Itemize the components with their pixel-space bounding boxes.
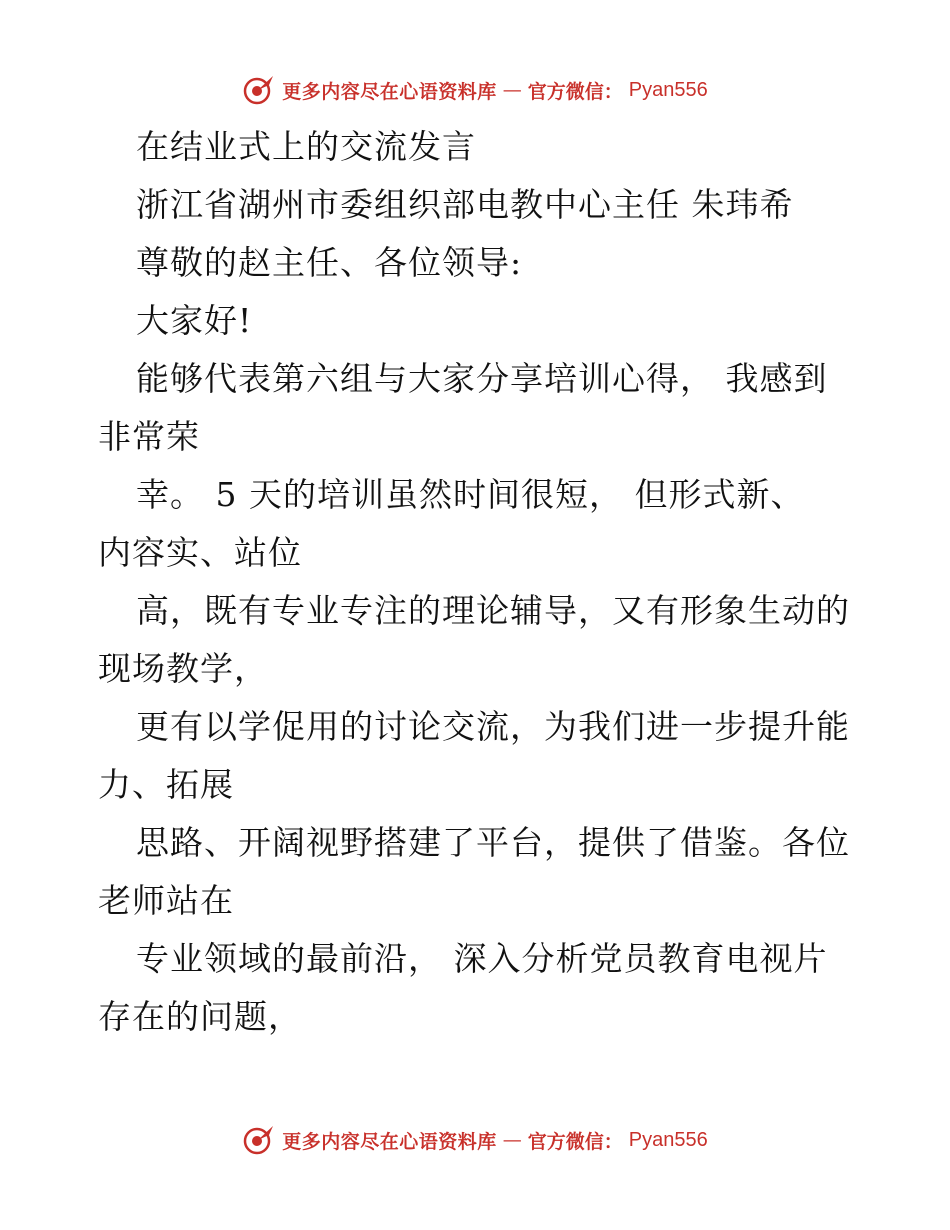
text-line: 现场教学，	[98, 649, 268, 688]
quill-logo-icon	[242, 73, 276, 107]
quill-logo-icon	[242, 1123, 276, 1157]
text-line: 内容实、站位	[98, 533, 302, 572]
text-line: 思路、开阔视野搭建了平台，提供了借鉴。各位	[136, 823, 850, 862]
text-line: 幸。 5 天的培训虽然时间很短， 但形式新、	[136, 475, 805, 514]
text-line: 大家好!	[136, 301, 253, 340]
text-line: 尊敬的赵主任、各位领导:	[136, 243, 523, 282]
watermark-wechat-id: Pyan556	[628, 78, 708, 101]
text-line: 能够代表第六组与大家分享培训心得， 我感到	[136, 359, 828, 398]
text-line: 高，既有专业专注的理论辅导，又有形象生动的	[136, 591, 850, 630]
footer-watermark	[0, 1120, 950, 1160]
text-line: 更有以学促用的讨论交流，为我们进一步提升能	[136, 707, 850, 746]
watermark-dash: —	[502, 79, 522, 101]
header-watermark	[0, 70, 950, 110]
document-body	[98, 118, 858, 1046]
watermark-dash: —	[502, 1129, 522, 1151]
text-line: 在结业式上的交流发言	[136, 127, 476, 166]
text-line: 专业领域的最前沿， 深入分析党员教育电视片	[136, 939, 828, 978]
watermark-label: 官方微信：	[527, 1130, 623, 1153]
text-line: 老师站在	[98, 881, 234, 920]
watermark-wechat-id: Pyan556	[628, 1128, 708, 1151]
text-line: 浙江省湖州市委组织部电教中心主任 朱玮希	[136, 185, 794, 224]
watermark-brand: 更多内容尽在心语资料库	[282, 1130, 497, 1153]
text-line: 非常荣	[98, 417, 200, 456]
text-line: 力、拓展	[98, 765, 234, 804]
watermark-brand: 更多内容尽在心语资料库	[282, 80, 497, 103]
watermark-label: 官方微信：	[527, 80, 623, 103]
text-line: 存在的问题，	[98, 997, 302, 1036]
